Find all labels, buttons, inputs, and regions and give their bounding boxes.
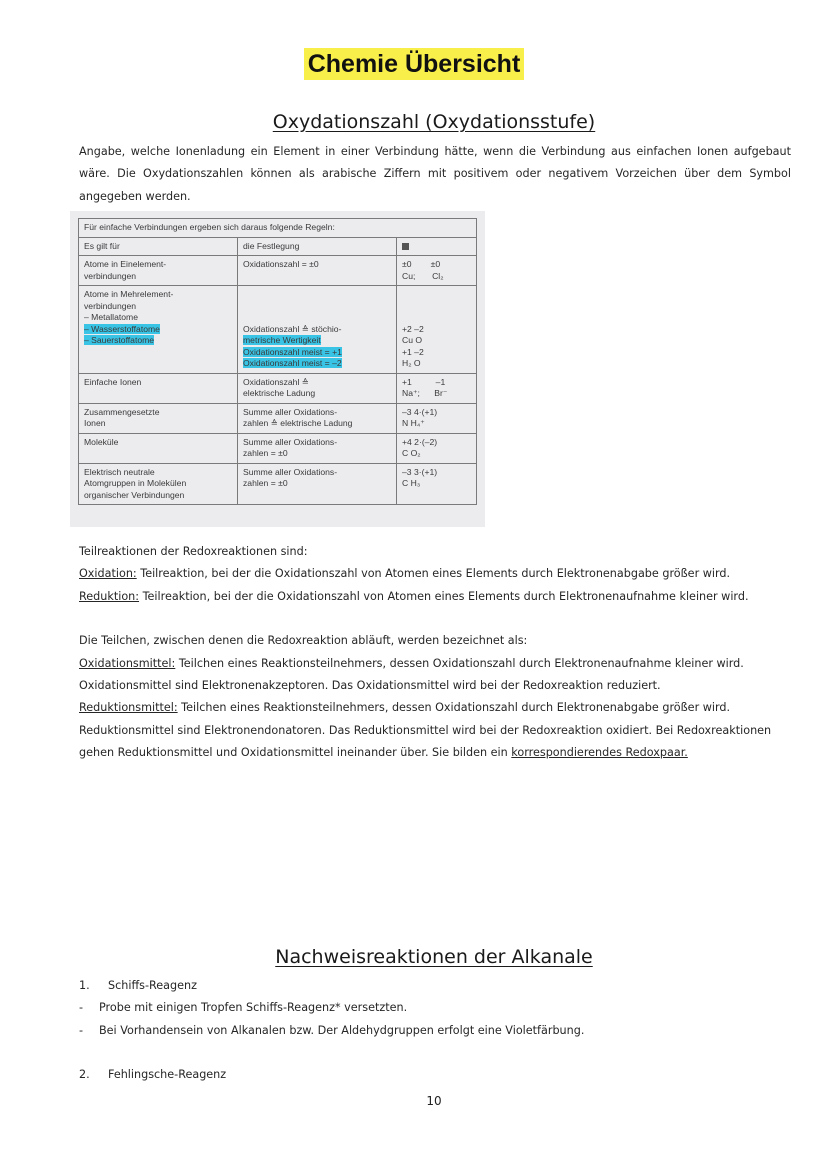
term-reduction: Reduktion: (79, 589, 140, 603)
term-oxidizing-agent: Oxidationsmittel: (79, 656, 176, 670)
page-title: Chemie Übersicht (0, 50, 828, 79)
term-redox-pair: korrespondierendes Redoxpaar. (511, 746, 688, 760)
table-row: Moleküle Summe aller Oxidations- zahlen = ±0 +4 2·(–2) C O₂ (79, 433, 477, 463)
list-item: - Bei Vorhandensein von Alkanalen bzw. Der Aldehydgruppen erfolgt eine Violetfärbung. (79, 1023, 585, 1037)
highlight: – Sauerstoffatome (84, 335, 155, 345)
table-row: Atome in Mehrelement- verbindungen – Metallatome – Wasserstoffatome – Sauerstoffatome Oxidationszahl ≙ stöchio- metrische Wertigkeit Oxidationszahl meist = +1 Oxidationszahl meist = –2 +2 –2 Cu O +1 –2 H₂ O (79, 286, 477, 374)
table-caption: Für einfache Verbindungen ergeben sich daraus folgende Regeln: (79, 219, 477, 238)
intro-paragraph: Angabe, welche Ionenladung ein Element in einer Verbindung hätte, wenn die Verbindung aus einfachen Ionen aufgebaut wäre. Die Oxydationszahlen können als arabische Ziffern mit positivem oder negativem Vorzeichen über dem Symbol angegeben werden. (79, 145, 791, 203)
highlight: Oxidationszahl meist = –2 (243, 358, 342, 368)
section-heading-alkanal-tests: Nachweisreaktionen der Alkanale (275, 946, 593, 968)
list-item: - Probe mit einigen Tropfen Schiffs-Reagenz* versetzten. (79, 1001, 408, 1015)
table-header: Es gilt für (79, 237, 238, 256)
list-item: 1. Schiffs-Reagenz (79, 979, 197, 992)
highlight: Oxidationszahl meist = +1 (243, 346, 342, 357)
list-item: 2. Fehlingsche-Reagenz (79, 1068, 227, 1082)
section-heading-oxidation-number: Oxydationszahl (Oxydationsstufe) (272, 111, 596, 133)
table-row: Einfache Ionen Oxidationszahl ≙ elektrische Ladung +1 –1 Na⁺; Br⁻ (79, 373, 477, 403)
table-header: die Festlegung (238, 237, 397, 256)
table-header-symbol (397, 237, 477, 256)
rules-table-image (70, 211, 485, 527)
term-reducing-agent: Reduktionsmittel: (79, 701, 178, 715)
highlight: – Wasserstoffatome (84, 323, 160, 334)
table-row: Elektrisch neutrale Atomgruppen in Molekülen organischer Verbindungen Summe aller Oxidations- zahlen = ±0 –3 3·(+1) C H₃ (79, 463, 477, 505)
term-oxidation: Oxidation: (79, 567, 137, 581)
rules-table (78, 218, 477, 505)
table-row: Atome in Einelement- verbindungen Oxidationszahl = ±0 ±0 ±0 Cu; Cl₂ (79, 256, 477, 286)
table-row: Zusammengesetzte Ionen Summe aller Oxidations- zahlen ≙ elektrische Ladung –3 4·(+1) N H₄⁺ (79, 403, 477, 433)
square-icon (402, 243, 409, 250)
alkanal-tests-list (79, 975, 791, 1087)
redox-section: Teilreaktionen der Redoxreaktionen sind: Oxidation: Teilreaktion, bei der die Oxidationszahl von Atomen eines Elements durch Elektronenabgabe größer wird. Reduktion: Teilreaktion, bei der die Oxidationszahl von Atomen eines Elements durch Elektronenaufnahme kleiner wird. Die Teilchen, zwischen denen die Redoxreaktion abläuft, werden bezeichnet als: Oxidationsmittel: Teilchen eines Reaktionsteilnehmers, dessen Oxidationszahl durch Elektronenaufnahme kleiner wird. Oxidationsmittel sind Elektronenakzeptoren. Das Oxidationsmittel wird bei der Redoxreaktion reduziert. Reduktionsmittel: Teilchen eines Reaktionsteilnehmers, dessen Oxidationszahl durch Elektronenabgabe größer wird. Reduktionsmittel sind Elektronendonatoren. Das Reduktionsmittel wird bei der Redoxreaktion oxidiert. Bei Redoxreaktionen gehen Reduktionsmittel und Oxidationsmittel ineinander über. Sie bilden ein korrespondierendes Redoxpaar. (79, 545, 772, 760)
page-number: 10 (426, 1094, 442, 1108)
